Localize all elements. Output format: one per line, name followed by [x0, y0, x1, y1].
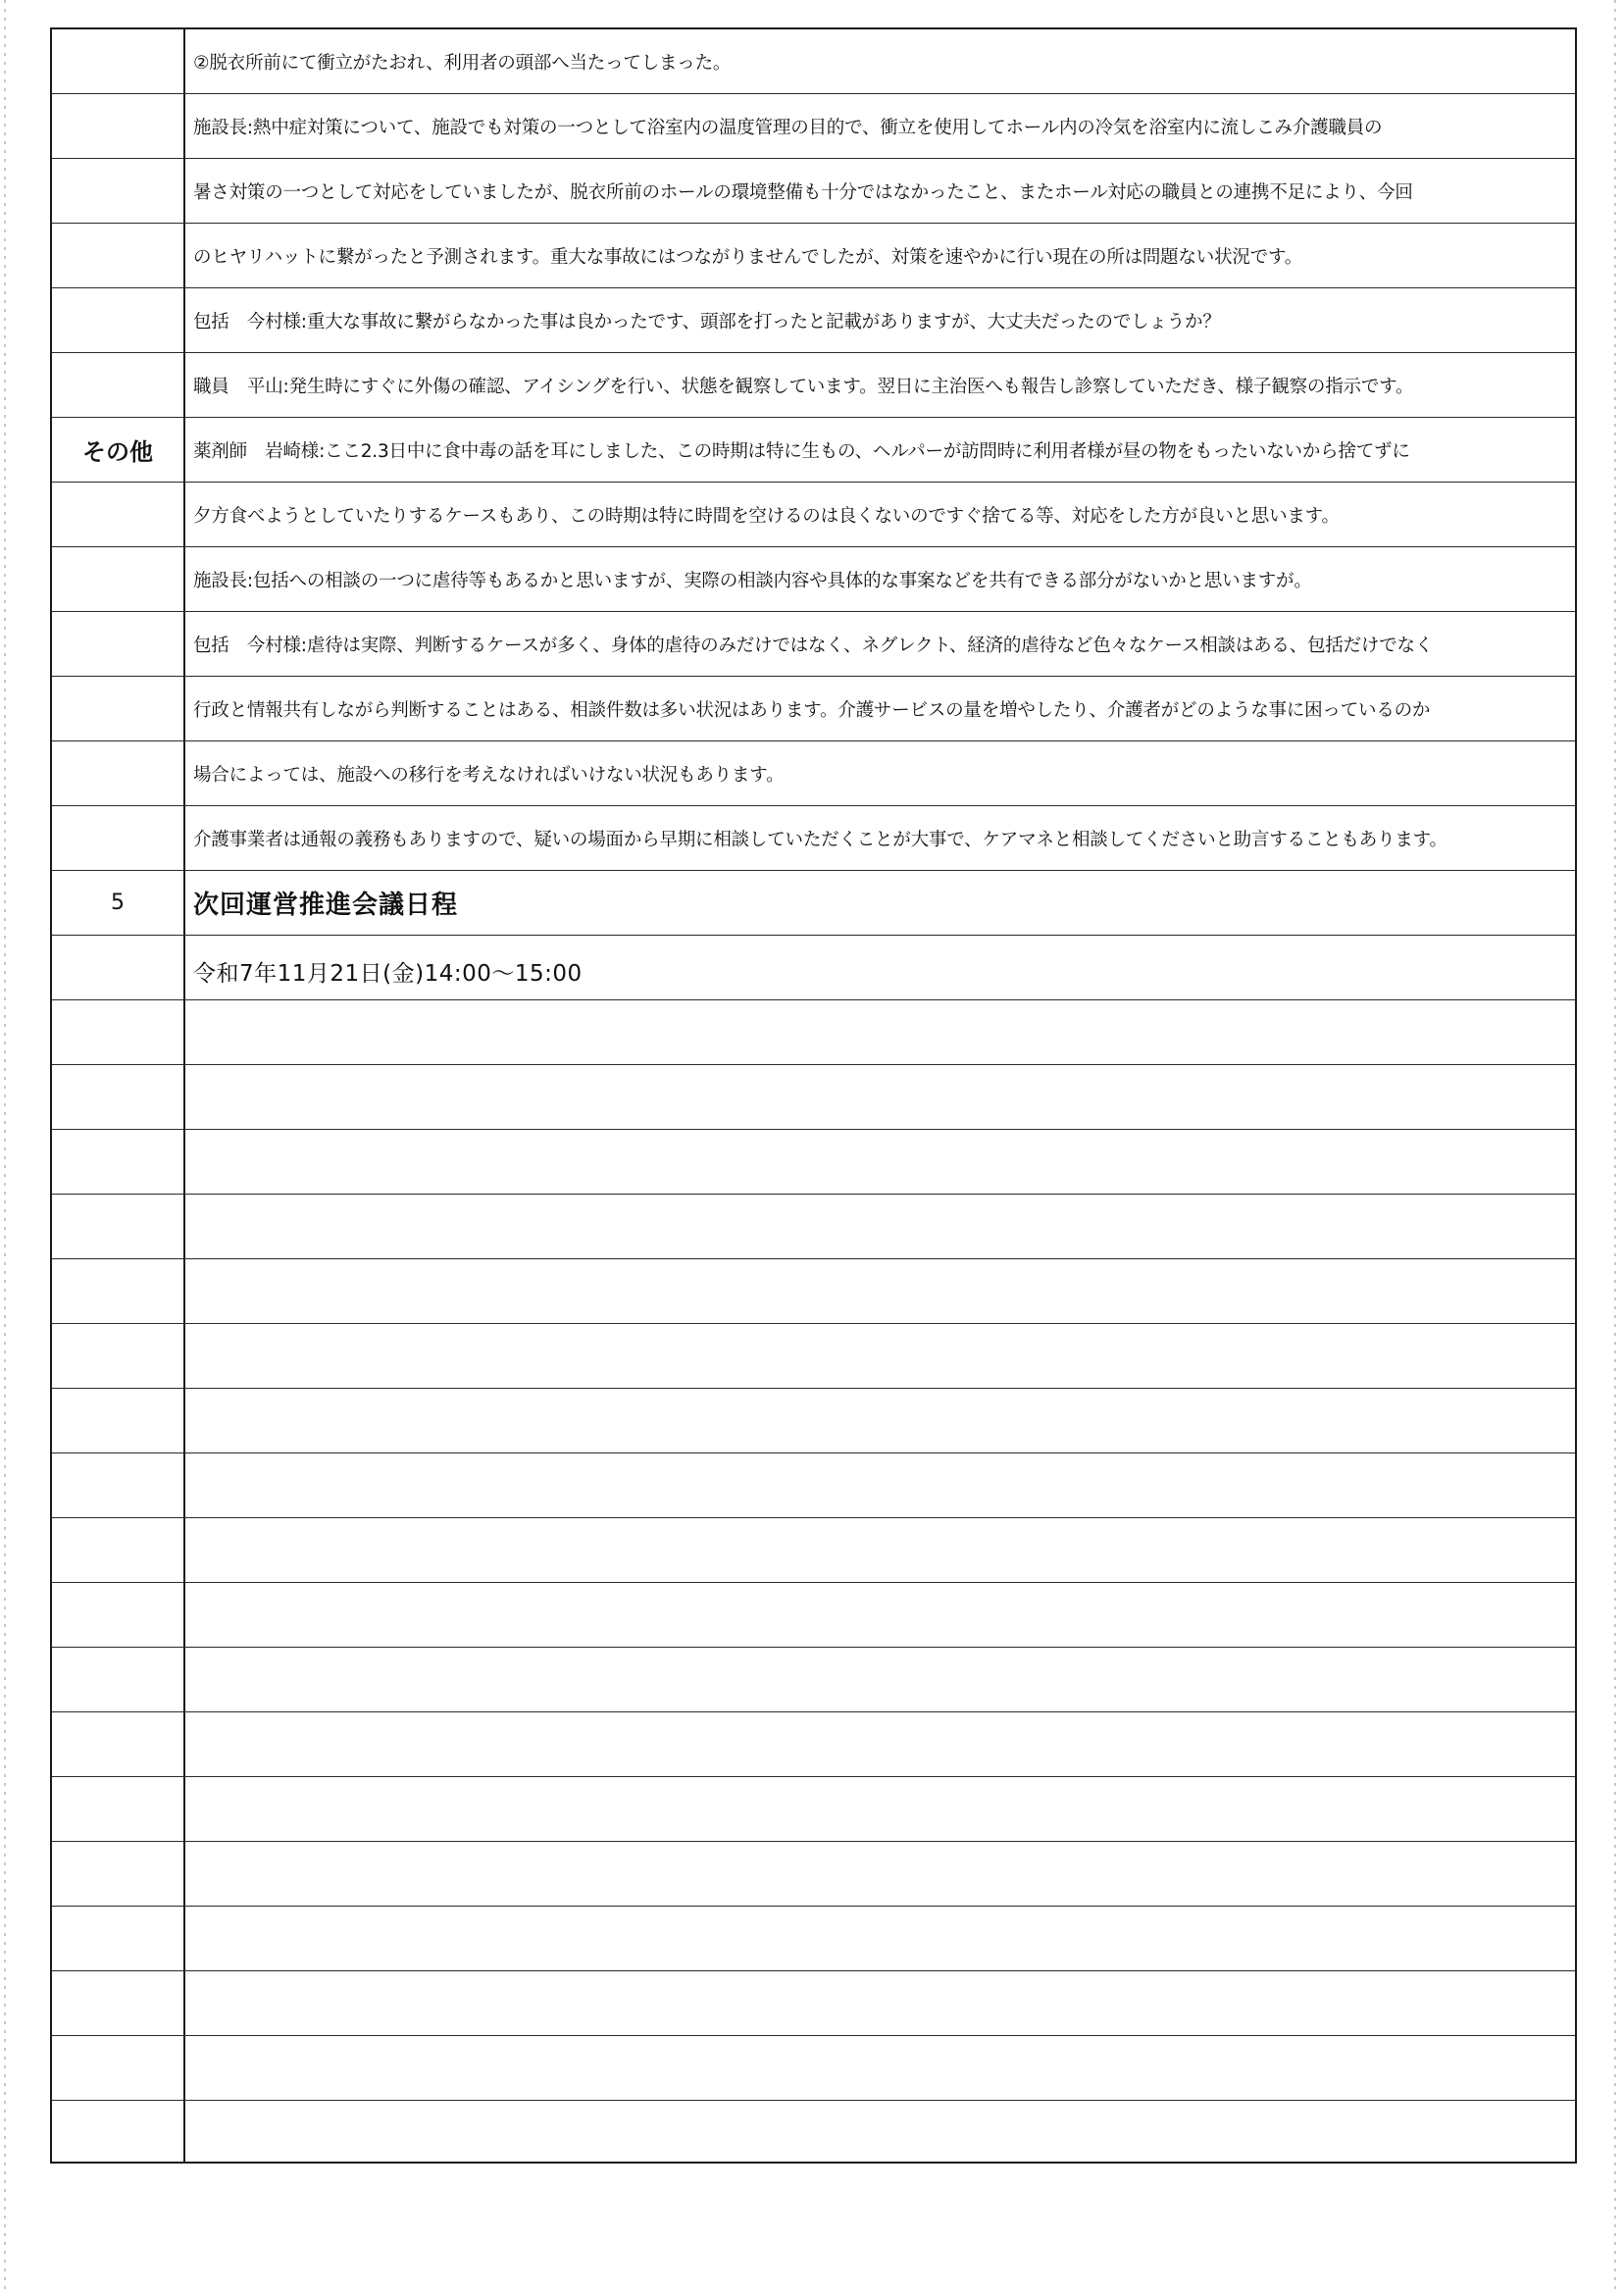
- row-label: [52, 2036, 185, 2100]
- schedule-row: [52, 936, 1575, 1000]
- row-label: [52, 224, 185, 287]
- table-row: [52, 288, 1575, 353]
- table-row: [52, 612, 1575, 677]
- row-label: [52, 94, 185, 158]
- empty-table-row: [52, 1648, 1575, 1712]
- row-label: [52, 2101, 185, 2162]
- row-label: [52, 1907, 185, 1970]
- empty-table-row: [52, 1130, 1575, 1195]
- row-label: [52, 1777, 185, 1841]
- empty-table-row: [52, 1971, 1575, 2036]
- empty-table-row: [52, 2036, 1575, 2101]
- row-label: [52, 483, 185, 546]
- table-row: [52, 547, 1575, 612]
- row-label: [52, 1130, 185, 1194]
- row-text: 施設長:熱中症対策について、施設でも対策の一つとして浴室内の温度管理の目的で、衝立を使用してホール内の冷気を浴室内に流しこみ介護職員の: [193, 117, 1383, 138]
- row-label: [52, 612, 185, 676]
- row-text: [185, 1648, 1575, 1711]
- row-label: [52, 159, 185, 223]
- row-text: [185, 1065, 1575, 1129]
- empty-table-row: [52, 2101, 1575, 2162]
- row-text: [185, 1583, 1575, 1647]
- row-label: [52, 1971, 185, 2035]
- row-label: [52, 1259, 185, 1323]
- table-row: [52, 806, 1575, 871]
- next-meeting-date: 令和7年11月21日(金)14:00～15:00: [193, 961, 583, 987]
- row-label: [52, 1000, 185, 1064]
- row-text: [185, 1453, 1575, 1517]
- empty-table-row: [52, 1712, 1575, 1777]
- row-label: [52, 741, 185, 805]
- empty-table-row: [52, 1777, 1575, 1842]
- row-text: 行政と情報共有しながら判断することはある、相談件数は多い状況はあります。介護サービスの量を増やしたり、介護者がどのような事に困っているのか: [193, 699, 1431, 721]
- minutes-table: [50, 27, 1577, 2164]
- row-text: [185, 1842, 1575, 1906]
- table-row: [52, 483, 1575, 547]
- row-text: 介護事業者は通報の義務もありますので、疑いの場面から早期に相談していただくことが大事で、ケアマネと相談してくださいと助言することもあります。: [193, 829, 1447, 850]
- row-label: [52, 1195, 185, 1258]
- table-row: [52, 159, 1575, 224]
- row-label: [52, 29, 185, 93]
- empty-table-row: [52, 1583, 1575, 1648]
- row-text: ②脱衣所前にて衝立がたおれ、利用者の頭部へ当たってしまった。: [193, 52, 732, 74]
- table-row: [52, 29, 1575, 94]
- row-text: [185, 1971, 1575, 2035]
- section-5-heading-row: [52, 871, 1575, 936]
- row-text: 職員 平山:発生時にすぐに外傷の確認、アイシングを行い、状態を観察しています。翌日に主治医へも報告し診察していただき、様子観察の指示です。: [193, 376, 1414, 397]
- empty-rows-block: [52, 1000, 1575, 2162]
- row-label: [52, 677, 185, 740]
- row-text: [185, 1777, 1575, 1841]
- row-text: [185, 2101, 1575, 2162]
- row-label: [52, 806, 185, 870]
- row-label: [52, 1842, 185, 1906]
- scan-edge-right: [1614, 0, 1616, 2293]
- row-text: [185, 1195, 1575, 1258]
- row-text: [185, 1907, 1575, 1970]
- row-label: [52, 1518, 185, 1582]
- row-text: 包括 今村様:虐待は実際、判断するケースが多く、身体的虐待のみだけではなく、ネグレクト、経済的虐待など色々なケース相談はある、包括だけでなく: [193, 635, 1434, 656]
- row-text: 包括 今村様:重大な事故に繋がらなかった事は良かったです、頭部を打ったと記載がありますが、大丈夫だったのでしょうか？: [193, 311, 1221, 332]
- table-row: [52, 677, 1575, 741]
- table-row: [52, 94, 1575, 159]
- empty-table-row: [52, 1065, 1575, 1130]
- row-text: [185, 1130, 1575, 1194]
- row-text: 施設長:包括への相談の一つに虐待等もあるかと思いますが、実際の相談内容や具体的な事案などを共有できる部分がないかと思いますが。: [193, 570, 1312, 591]
- row-label: [52, 1065, 185, 1129]
- row-label: [52, 288, 185, 352]
- row-text: 薬剤師 岩崎様:ここ2.3日中に食中毒の話を耳にしました、この時期は特に生もの、ヘルパーが訪問時に利用者様が昼の物をもったいないから捨てずに: [193, 440, 1410, 462]
- empty-table-row: [52, 1518, 1575, 1583]
- row-text: [185, 1389, 1575, 1452]
- table-row: [52, 224, 1575, 288]
- row-label: [52, 1583, 185, 1647]
- row-text: 夕方食べようとしていたりするケースもあり、この時期は特に時間を空けるのは良くないのですぐ捨てる等、対応をした方が良いと思います。: [193, 505, 1340, 527]
- row-text: [185, 1259, 1575, 1323]
- empty-table-row: [52, 1195, 1575, 1259]
- empty-table-row: [52, 1259, 1575, 1324]
- row-text: [185, 1000, 1575, 1064]
- row-label: [52, 936, 185, 999]
- empty-table-row: [52, 1842, 1575, 1907]
- row-label: [52, 1324, 185, 1388]
- empty-table-row: [52, 1907, 1575, 1971]
- table-row: [52, 741, 1575, 806]
- row-text: [185, 1324, 1575, 1388]
- section-heading: 次回運営推進会議日程: [193, 891, 459, 920]
- row-label: [52, 1712, 185, 1776]
- row-text: [185, 2036, 1575, 2100]
- row-text: 場合によっては、施設への移行を考えなければいけない状況もあります。: [193, 764, 785, 786]
- row-label: [52, 1389, 185, 1452]
- section-label-other: その他: [52, 418, 185, 482]
- empty-table-row: [52, 1389, 1575, 1453]
- table-row: [52, 353, 1575, 418]
- row-label: [52, 353, 185, 417]
- row-text: [185, 1712, 1575, 1776]
- row-text: 暑さ対策の一つとして対応をしていましたが、脱衣所前のホールの環境整備も十分ではなかったこと、またホール対応の職員との連携不足により、今回: [193, 181, 1413, 203]
- row-text: のヒヤリハットに繋がったと予測されます。重大な事故にはつながりませんでしたが、対策を速やかに行い現在の所は問題ない状況です。: [193, 246, 1303, 268]
- scan-edge-left: [4, 0, 6, 2293]
- row-label: [52, 1648, 185, 1711]
- row-text: [185, 1518, 1575, 1582]
- section-number: 5: [52, 871, 185, 935]
- row-label: [52, 547, 185, 611]
- empty-table-row: [52, 1324, 1575, 1389]
- table-row: [52, 418, 1575, 483]
- empty-table-row: [52, 1453, 1575, 1518]
- row-label: [52, 1453, 185, 1517]
- empty-table-row: [52, 1000, 1575, 1065]
